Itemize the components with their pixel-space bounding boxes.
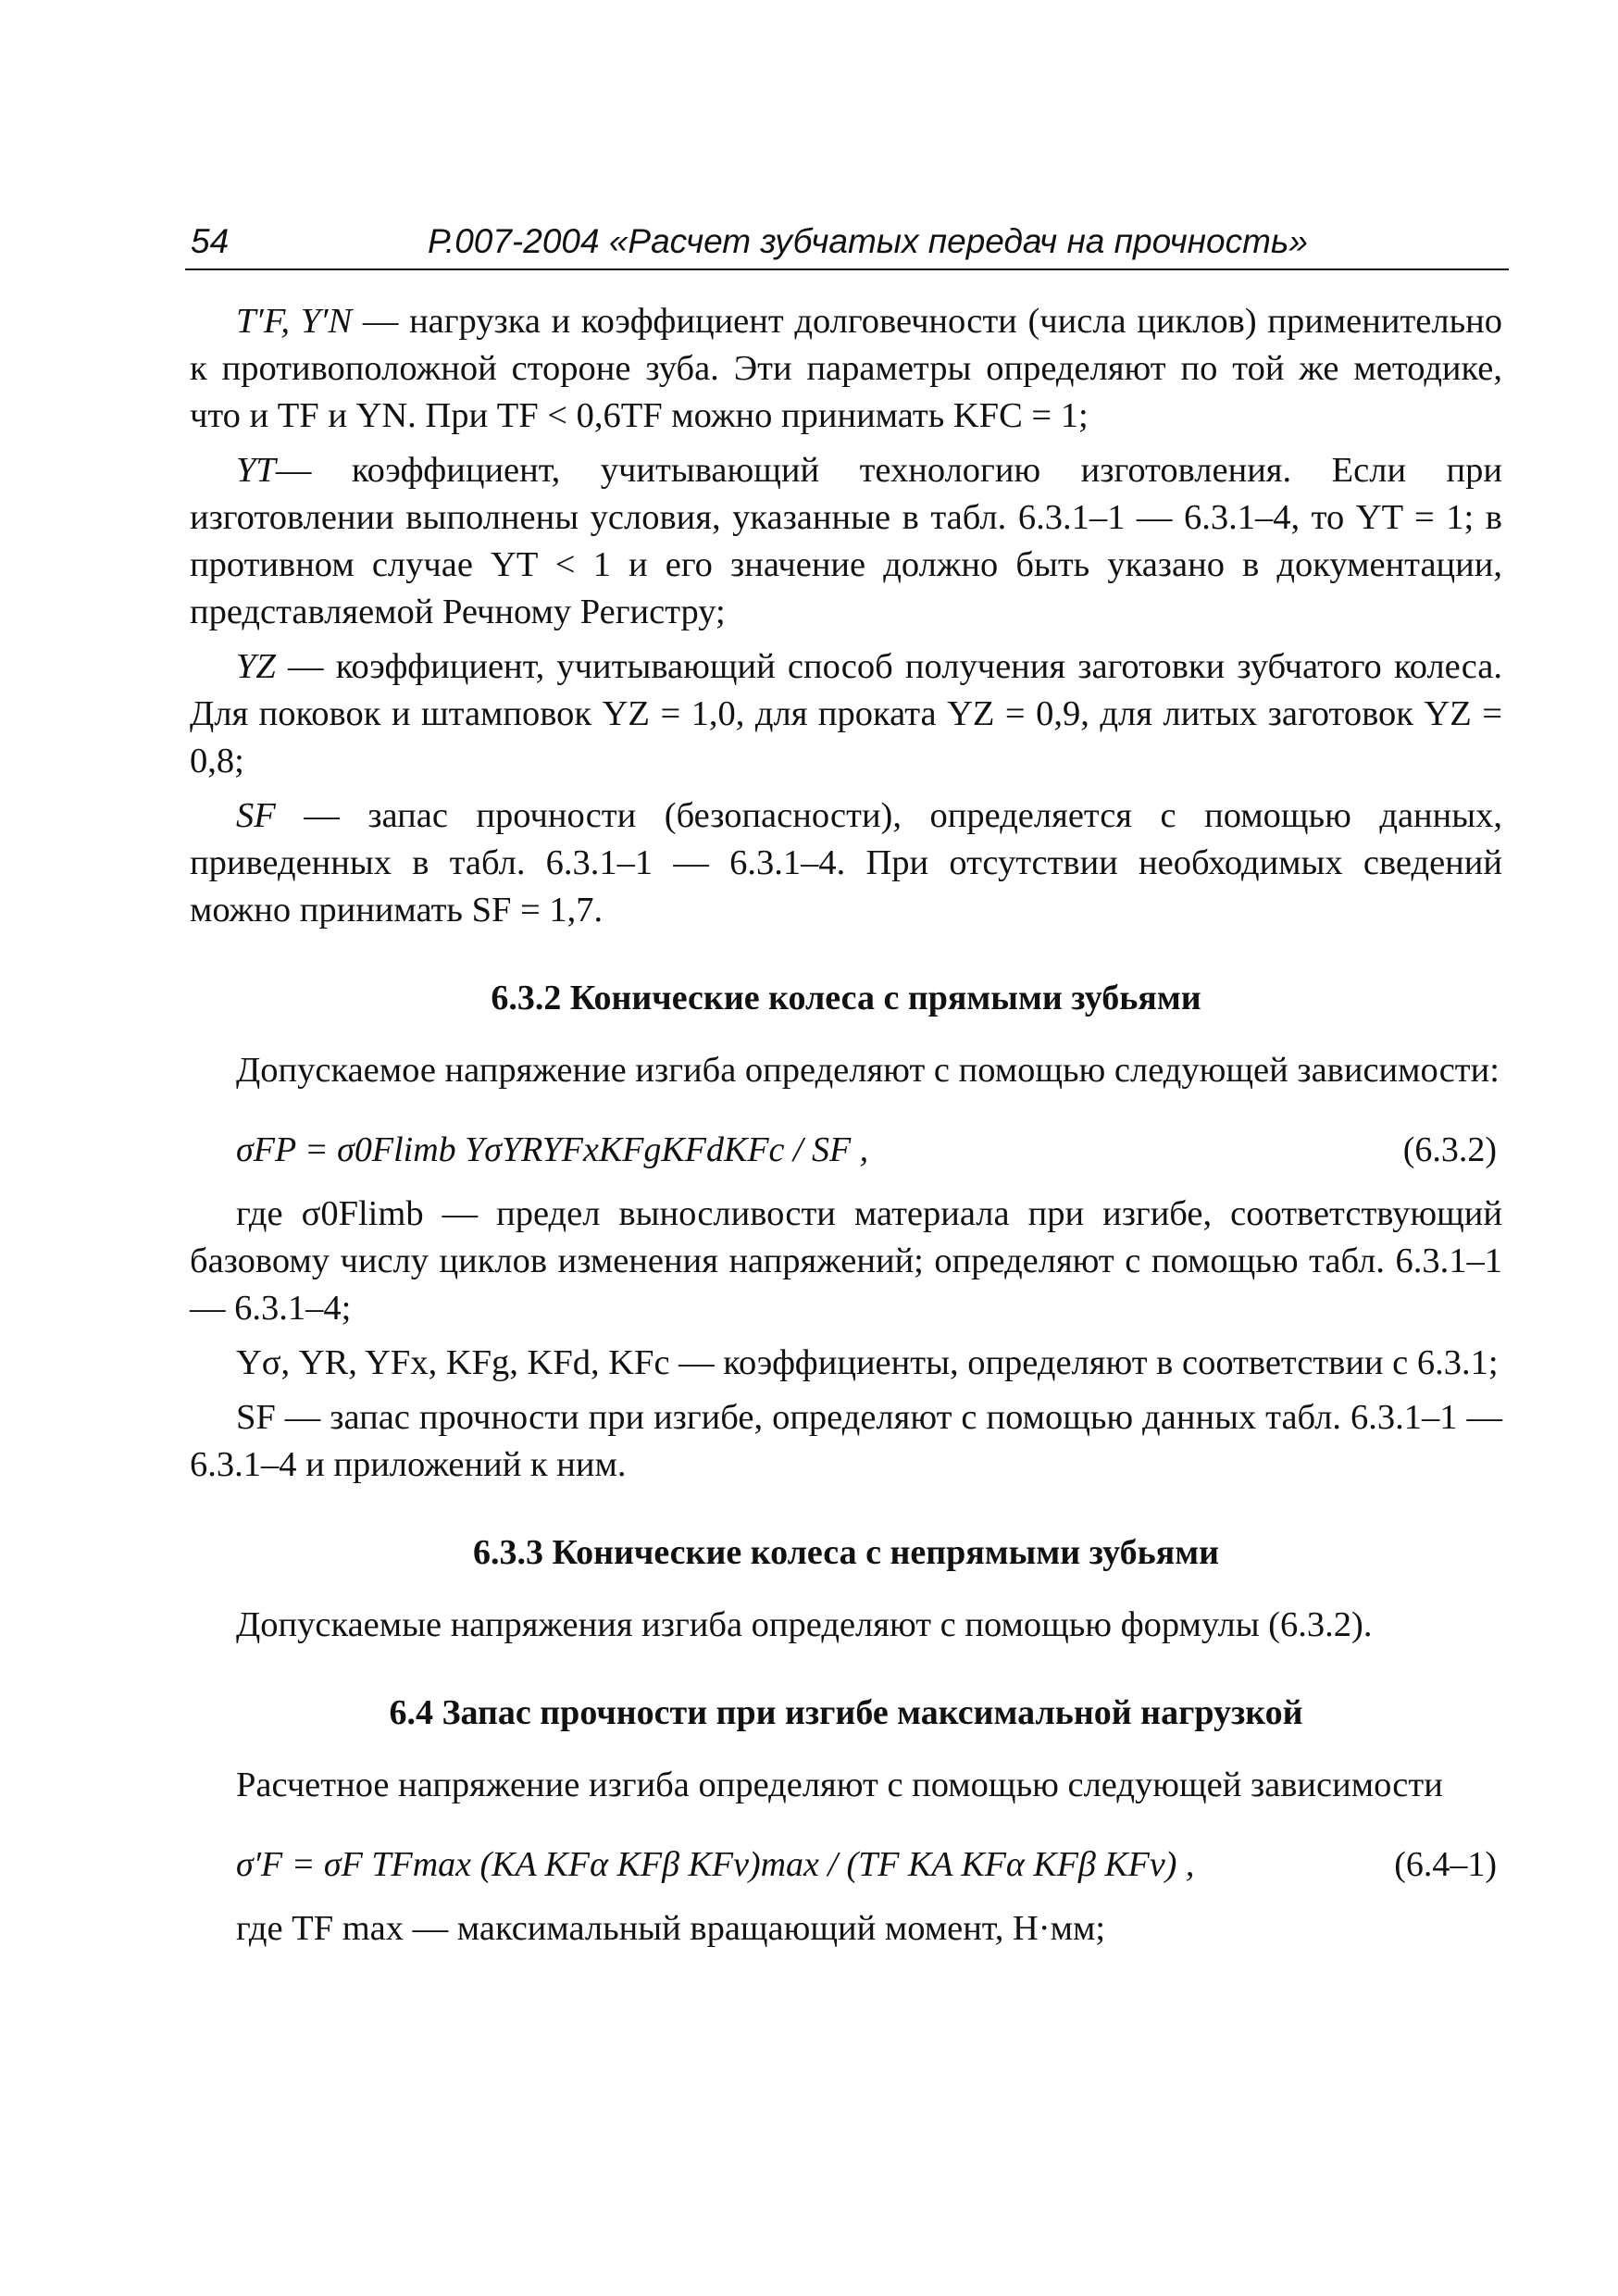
formula-632 (190, 1117, 1502, 1191)
formula-expression: σFP = σ0Flimb YσYRYFxKFgKFdKFc / SF , (236, 1130, 869, 1169)
formula-64-1 (190, 1831, 1502, 1905)
where-clause: где σ0Flimb — предел выносливости материала при изгибе, соответствующий базовому числу циклов изменения напряжений; определяют с помощью табл. 6.3.1–1 — 6.3.1–4; (190, 1194, 1502, 1328)
paragraph-sf (190, 792, 1502, 934)
section-heading-632: 6.3.2 Конические колеса с прямыми зубьями (491, 979, 1201, 1017)
symbol-lead: SF (236, 796, 276, 835)
symbol-lead: YT (236, 451, 276, 490)
paragraph-tf-yn (190, 298, 1502, 440)
section-heading-64: 6.4 Запас прочности при изгибе максимальной нагрузкой (389, 1693, 1303, 1732)
paragraph-text: — коэффициент, учитывающий способ получения заготовки зубчатого колеса. Для поковок и штамповок YZ = 1,0, для проката YZ = 0,9, для литых заготовок YZ = 0,8; (190, 647, 1502, 780)
where-clause: SF — запас прочности при изгибе, определяют с помощью данных табл. 6.3.1–1 — 6.3.1–4 и приложений к ним. (190, 1398, 1502, 1484)
paragraph-yz (190, 643, 1502, 785)
symbol-lead: T′F, Y′N (236, 302, 353, 341)
page-header (185, 220, 1509, 270)
paragraph-text: — запас прочности (безопасности), определяется с помощью данных, приведенных в табл. 6.3.1–1 — 6.3.1–4. При отсутствии необходимых сведений можно принимать SF = 1,7. (190, 796, 1502, 930)
paragraph-text: — нагрузка и коэффициент долговечности (числа циклов) применительно к противоположной стороне зуба. Эти параметры определяют по той же методике, что и TF и YN. При TF < 0,6TF можно принимать KFC = 1; (190, 302, 1502, 435)
paragraph-text: — коэффициент, учитывающий технологию изготовления. Если при изготовлении выполнены условия, указанные в табл. 6.3.1–1 — 6.3.1–4, то YT = 1; в противном случае YT < 1 и его значение должно быть указано в документации, представляемой Речному Регистру; (190, 451, 1502, 631)
where-clause: где TF max — максимальный вращающий момент, Н·мм; (236, 1909, 1106, 1948)
running-title: Р.007-2004 «Расчет зубчатых передач на прочность» (428, 222, 1308, 260)
page-body (190, 298, 1502, 1953)
formula-number: (6.3.2) (1402, 1130, 1497, 1169)
section-heading-633: 6.3.3 Конические колеса с непрямыми зубьями (472, 1533, 1220, 1572)
formula-number: (6.4–1) (1394, 1845, 1497, 1884)
paragraph-yt (190, 447, 1502, 636)
where-clause: Yσ, YR, YFx, KFg, KFd, KFc — коэффициенты, определяют в соответствии с 6.3.1; (236, 1343, 1499, 1382)
symbol-lead: YZ (236, 647, 276, 686)
page-number: 54 (191, 222, 230, 260)
section-633-text: Допускаемые напряжения изгиба определяют с помощью формулы (6.3.2). (236, 1605, 1373, 1644)
section-64-intro: Расчетное напряжение изгиба определяют с помощью следующей зависимости (236, 1766, 1443, 1804)
formula-expression: σ′F = σF TFmax (KA KFα KFβ KFv)max / (TF KA KFα KFβ KFv) , (236, 1845, 1195, 1884)
section-632-intro: Допускаемое напряжение изгиба определяют с помощью следующей зависимости: (236, 1051, 1500, 1090)
